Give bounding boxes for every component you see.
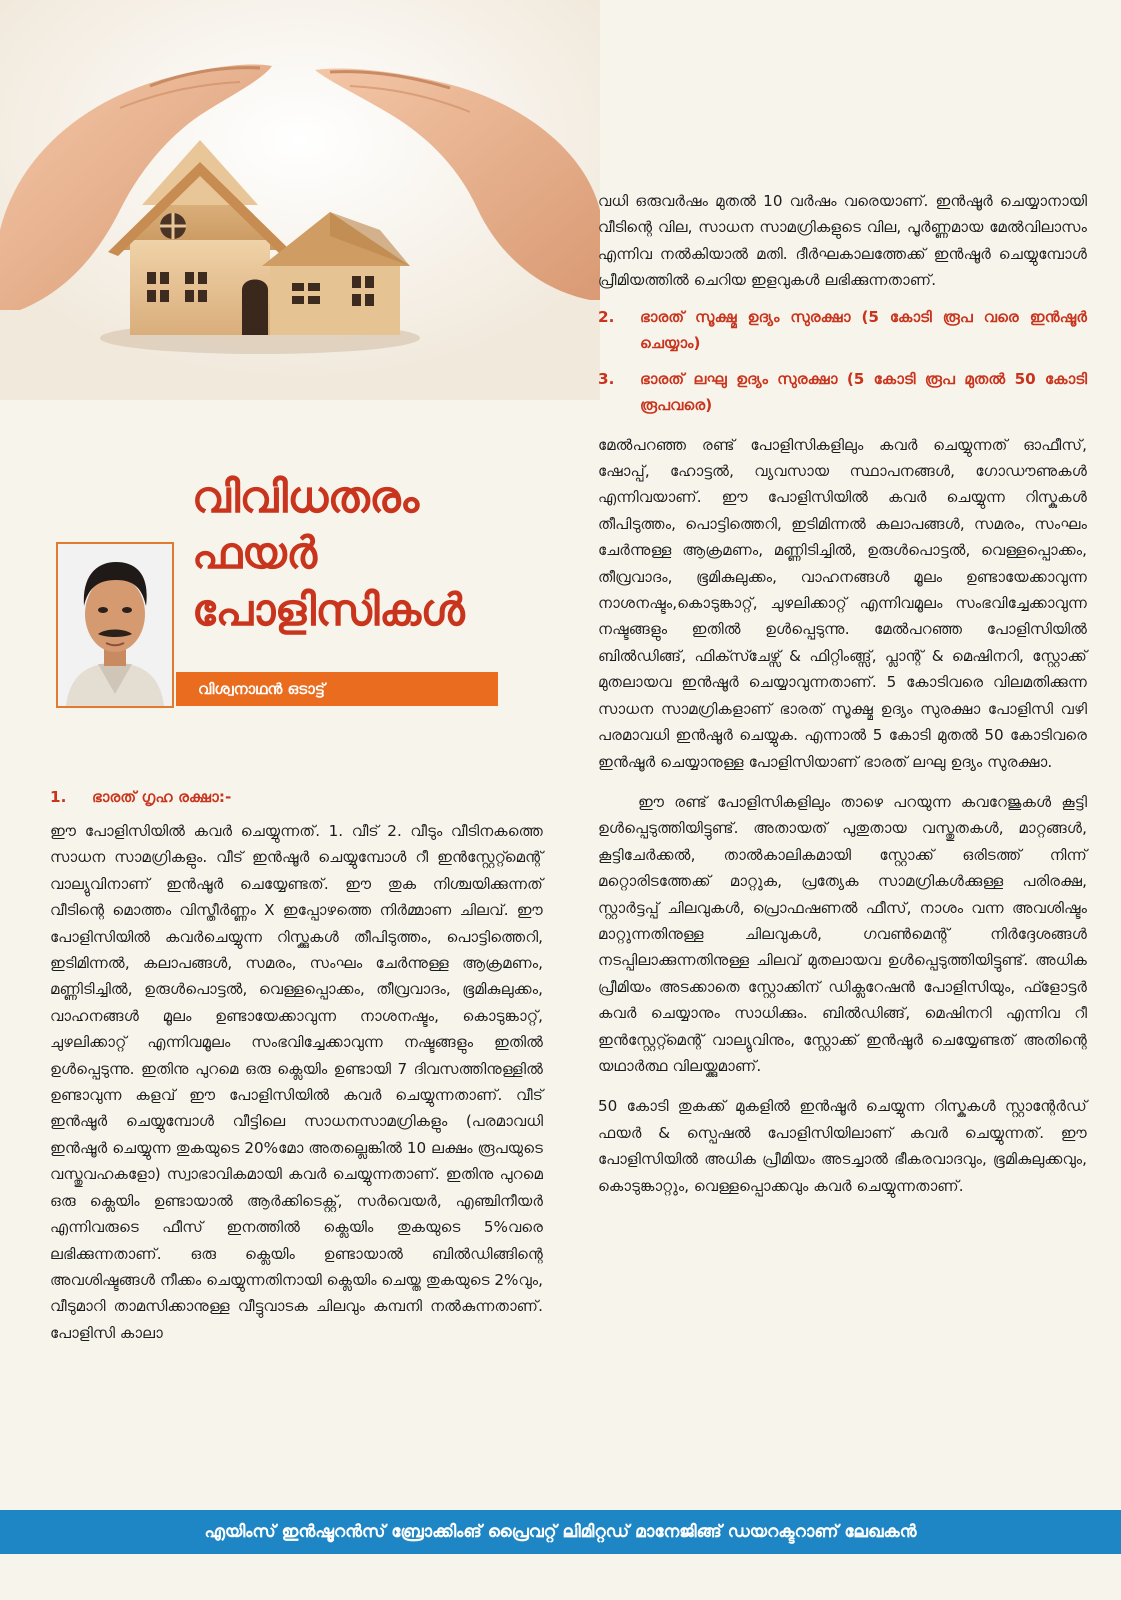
title-line-2: ഫയർ [192,528,317,580]
body-paragraph-intro: വധി ഒരുവർഷം മുതൽ 10 വർഷം വരെയാണ്. ഇൻഷൂർ ചെയ്യാനായി വീടിന്റെ വില, സാധന സാമഗ്രികളുടെ വില, പൂർണ്ണമായ മേൽവിലാസം എന്നിവ നൽകിയാൽ മതി. ദീർഘകാലത്തേക്ക് ഇൻഷൂർ ചെയ്യുമ്പോൾ പ്രീമിയത്തിൽ ചെറിയ ഇളവുകൾ ലഭിക്കുന്നതാണ്. [598,192,1087,290]
left-column [50,784,543,1346]
house-in-hands-illustration [0,0,600,400]
author-byline: വിശ്വനാഥൻ ഒടാട്ട് [176,672,498,706]
section-heading-2 [598,304,1087,356]
body-paragraph-3: 50 കോടി തുകക്ക് മുകളിൽ ഇൻഷൂർ ചെയ്യുന്ന റിസ്കുകൾ സ്റ്റാന്റേർഡ് ഫയർ & സ്പെഷൽ പോളിസിയിലാണ് കവർ ചെയ്യുന്നത്. ഈ പോളിസിയിൽ അധിക പ്രീമിയം അടച്ചാൽ ഭീകരവാദവും, ഭൂമികുലുക്കവും, കൊടുങ്കാറ്റും, വെള്ളപ്പൊക്കവും കവർ ചെയ്യുന്നതാണ്. [598,1097,1087,1195]
section-title: ഭാരത് ഗൃഹ രക്ഷാ:- [92,788,232,806]
section-heading-1 [50,784,543,810]
section-number: 3. [598,369,615,388]
section-title: ഭാരത് സൂക്ഷ്മ ഉദ്യം സുരക്ഷാ (5 കോടി രൂപ വരെ ഇൻഷൂർ ചെയ്യാം) [640,307,1087,352]
right-column [598,188,1087,1199]
author-note-footer: എയിംസ് ഇൻഷൂറൻസ് ബ്രോക്കിംങ് പ്രൈവറ്റ് ലിമിറ്റഡ് മാനേജിങ്ങ് ഡയറക്ടറാണ് ലേഖകൻ [0,1510,1121,1554]
title-line-3: പോളിസികൾ [192,584,465,636]
section-number: 1. [50,788,67,806]
author-portrait-illustration [58,544,172,706]
section-heading-3 [598,366,1087,418]
hero-image [0,0,600,400]
section-number: 2. [598,307,615,326]
body-paragraph-1: മേൽപറഞ്ഞ രണ്ട് പോളിസികളിലും കവർ ചെയ്യുന്നത് ഓഫീസ്, ഷോപ്പ്, ഹോട്ടൽ, വ്യവസായ സ്ഥാപനങ്ങൾ, ഗോഡൗണുകൾ എന്നിവയാണ്. ഈ പോളിസിയിൽ കവർ ചെയ്യുന്ന റിസ്കുകൾ തീപിടുത്തം, പൊട്ടിത്തെറി, ഇടിമിന്നൽ കലാപങ്ങൾ, സമരം, സംഘം ചേർന്നുള്ള ആക്രമണം, മണ്ണിടിച്ചിൽ, ഉരുൾപൊട്ടൽ, വെള്ളപ്പൊക്കം, തീവ്രവാദം, ഭൂമികുലുക്കം, വാഹനങ്ങൾ മൂലം ഉണ്ടായേക്കാവുന്ന നാശനഷ്ടം,കൊടുങ്കാറ്റ്, ചുഴലിക്കാറ്റ് എന്നിവമൂലം സംഭവിച്ചേക്കാവുന്ന നഷ്ടങ്ങളും ഇതിൽ ഉൾപ്പെടുന്നു. മേൽപറഞ്ഞ പോളിസിയിൽ ബിൽഡിങ്ങ്, ഫിക്സ്ചേഴ്സ് & ഫിറ്റിംങ്ങ്സ്, പ്ലാന്റ് & മെഷിനറി, സ്റ്റോക്ക് മുതലായവ ഇൻഷൂർ ചെയ്യാവുന്നതാണ്. 5 കോടിവരെ വിലമതിക്കുന്ന സാധന സാമഗ്രികളാണ് ഭാരത് സൂക്ഷ്മ ഉദ്യം സുരക്ഷാ പോളിസി വഴി പരമാവധി ഇൻഷൂർ ചെയ്യുക. എന്നാൽ 5 കോടി മുതൽ 50 കോടിവരെ ഇൻഷൂർ ചെയ്യാനുള്ള പോളിസിയാണ് ഭാരത് ലഘു ഉദ്യം സുരക്ഷാ. [598,435,1087,771]
body-paragraph-2: ഈ രണ്ട് പോളിസികളിലും താഴെ പറയുന്ന കവറേജുകൾ കൂട്ടി ഉൾപ്പെടുത്തിയിട്ടുണ്ട്. അതായത് പുതുതായ വസ്തുതകൾ, മാറ്റങ്ങൾ, കൂട്ടിചേർക്കൽ, താൽകാലികമായി സ്റ്റോക്ക് ഒരിടത്ത് നിന്ന് മറ്റൊരിടത്തേക്ക് മാറ്റുക, പ്രത്യേക സാമഗ്രികൾക്കുള്ള പരിരക്ഷ, സ്റ്റാർട്ടപ്പ് ചിലവുകൾ, പ്രൊഫഷണൽ ഫീസ്, നാശം വന്ന അവശിഷ്ടം മാറ്റുന്നതിനുള്ള ചിലവുകൾ, ഗവൺമെന്റ് നിർദ്ദേശങ്ങൾ നടപ്പിലാക്കുന്നതിനുള്ള ചിലവ് മുതലായവ ഉൾപ്പെടുത്തിയിട്ടുണ്ട്. അധിക പ്രീമിയം അടക്കാതെ സ്റ്റോക്കിന് ഡിക്ലറേഷൻ പോളിസിയും, ഫ്ളോട്ടർ കവർ ചെയ്യാനും സാധിക്കും. ബിൽഡിങ്ങ്, മെഷിനറി എന്നിവ റീ ഇൻസ്റ്റേറ്റ്മെന്റ് വാല്യുവിനും, സ്റ്റോക്ക് ഇൻഷൂർ ചെയ്യേണ്ടത് അതിന്റെ യഥാർത്ഥ വിലയ്ക്കുമാണ്. [598,792,1087,1075]
title-line-1: വിവിധതരം [192,472,419,523]
section-title: ഭാരത് ലഘു ഉദ്യം സുരക്ഷാ (5 കോടി രൂപ മുതൽ 50 കോടി രൂപവരെ) [640,369,1087,414]
body-paragraph: ഈ പോളിസിയിൽ കവർ ചെയ്യുന്നത്. 1. വീട് 2. വീടും വീടിനകത്തെ സാധന സാമഗ്രികളും. വീട് ഇൻഷൂർ ചെയ്യുമ്പോൾ റീ ഇൻസ്റ്റേറ്റ്മെന്റ് വാല്യുവിനാണ് ഇൻഷൂർ ചെയ്യേണ്ടത്. ഈ തുക നിശ്ചയിക്കുന്നത് വീടിന്റെ മൊത്തം വിസ്തീർണ്ണം X ഇപ്പോഴത്തെ നിർമ്മാണ ചിലവ്. ഈ പോളിസിയിൽ കവർചെയ്യുന്ന റിസ്ക്കുകൾ തീപിടുത്തം, പൊട്ടിത്തെറി, ഇടിമിന്നൽ, കലാപങ്ങൾ, സമരം, സംഘം ചേർന്നുള്ള ആക്രമണം, മണ്ണിടിച്ചിൽ, ഉരുൾപൊട്ടൽ, വെള്ളപ്പൊക്കം, തീവ്രവാദം, ഭൂമികുലുക്കം, വാഹനങ്ങൾ മൂലം ഉണ്ടായേക്കാവുന്ന നാശനഷ്ടം, കൊടുങ്കാറ്റ്, ചുഴലിക്കാറ്റ് എന്നിവമൂലം സംഭവിച്ചേക്കാവുന്ന നഷ്ടങ്ങളും ഇതിൽ ഉൾപ്പെടുന്നു. ഇതിനു പുറമെ ഒരു ക്ലെയിം ഉണ്ടായി 7 ദിവസത്തിനുള്ളിൽ ഉണ്ടാവുന്ന കളവ് ഈ പോളിസിയിൽ കവർ ചെയ്യുന്നതാണ്. വീട് ഇൻഷൂർ ചെയ്യുമ്പോൾ വീട്ടിലെ സാധനസാമഗ്രികളും (പരമാവധി ഇൻഷൂർ ചെയ്യുന്ന തുകയുടെ 20%മോ അതല്ലെങ്കിൽ 10 ലക്ഷം രൂപയുടെ വസ്തുവഹകളോ) സ്വാഭാവികമായി കവർ ചെയ്യുന്നതാണ്. ഇതിനു പുറമെ ഒരു ക്ലെയിം ഉണ്ടായാൽ ആർക്കിടെക്റ്റ്, സർവെയർ, എഞ്ചിനീയർ എന്നിവരുടെ ഫീസ് ഇനത്തിൽ ക്ലെയിം തുകയുടെ 5%വരെ ലഭിക്കുന്നതാണ്. ഒരു ക്ലെയിം ഉണ്ടായാൽ ബിൽഡിങ്ങിന്റെ അവശിഷ്ടങ്ങൾ നീക്കം ചെയ്യുന്നതിനായി ക്ലെയിം ചെയ്ത തുകയുടെ 2%വും, വീടുമാറി താമസിക്കാനുള്ള വീട്ടുവാടക ചിലവും കമ്പനി നൽകുന്നതാണ്. പോളിസി കാലാ [50,822,543,1342]
author-photo [56,542,174,708]
article-title [192,470,592,639]
